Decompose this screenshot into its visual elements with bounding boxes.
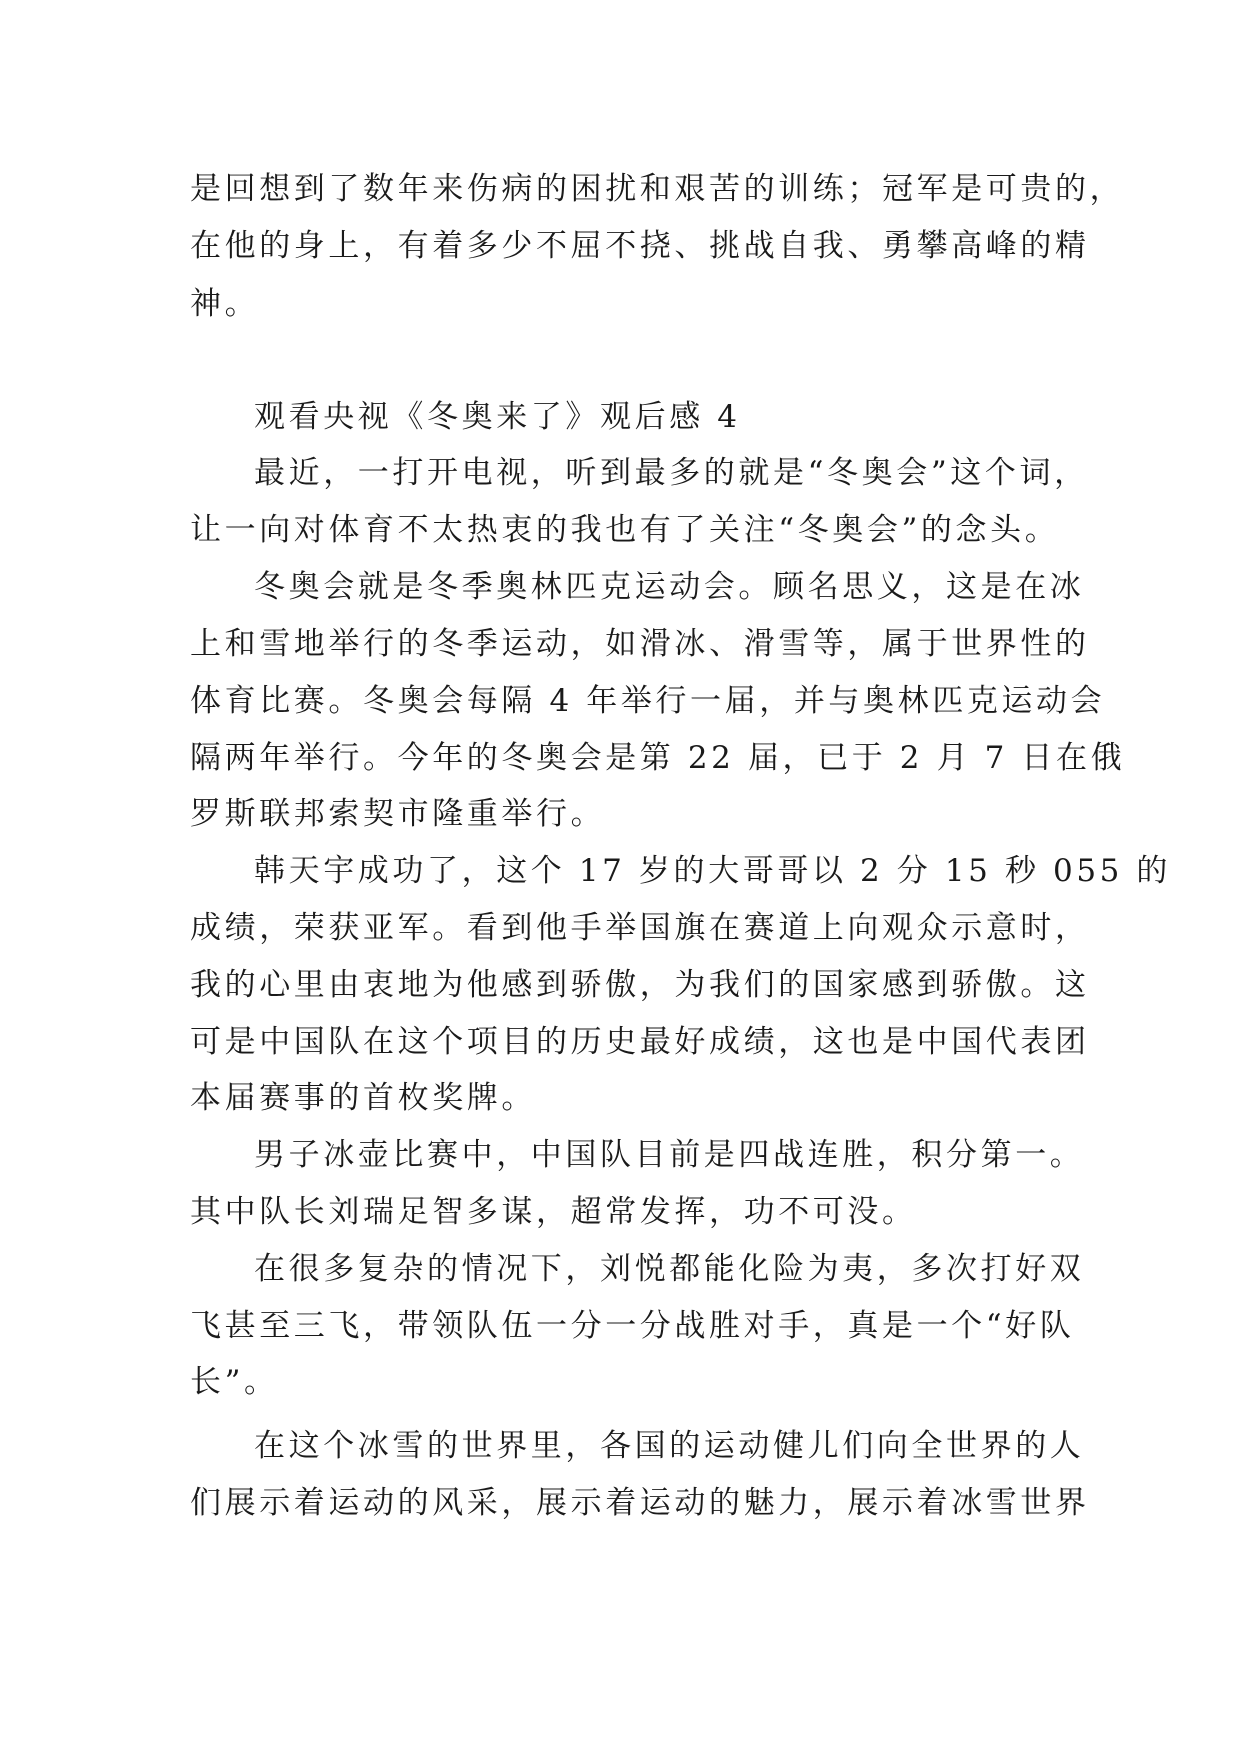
text-line: 神。 xyxy=(190,286,260,322)
text-line: 在他的身上，有着多少不屈不挠、挑战自我、勇攀高峰的精 xyxy=(190,228,1090,264)
text-line: 们展示着运动的风采，展示着运动的魅力，展示着冰雪世界 xyxy=(190,1485,1090,1521)
text-line: 在很多复杂的情况下，刘悦都能化险为夷，多次打好双 xyxy=(254,1251,1085,1287)
text-line: 本届赛事的首枚奖牌。 xyxy=(190,1080,536,1116)
text-line: 在这个冰雪的世界里，各国的运动健儿们向全世界的人 xyxy=(254,1428,1085,1464)
text-line: 是回想到了数年来伤病的困扰和艰苦的训练；冠军是可贵的， xyxy=(190,171,1125,207)
text-line: 上和雪地举行的冬季运动，如滑冰、滑雪等，属于世界性的 xyxy=(190,626,1090,662)
text-line: 体育比赛。冬奥会每隔 4 年举行一届，并与奥林匹克运动会 xyxy=(190,683,1106,719)
text-line: 罗斯联邦索契市隆重举行。 xyxy=(190,796,606,832)
text-line: 其中队长刘瑞足智多谋，超常发挥，功不可没。 xyxy=(190,1194,917,1230)
text-line: 可是中国队在这个项目的历史最好成绩，这也是中国代表团 xyxy=(190,1024,1090,1060)
text-line: 最近，一打开电视，听到最多的就是“冬奥会”这个词， xyxy=(254,455,1089,491)
text-line: 成绩，荣获亚军。看到他手举国旗在赛道上向观众示意时， xyxy=(190,910,1090,946)
section-heading: 观看央视《冬奥来了》观后感 4 xyxy=(254,399,741,435)
text-line: 男子冰壶比赛中，中国队目前是四战连胜，积分第一。 xyxy=(254,1137,1085,1173)
text-line: 我的心里由衷地为他感到骄傲，为我们的国家感到骄傲。这 xyxy=(190,967,1090,1003)
text-line: 冬奥会就是冬季奥林匹克运动会。顾名思义，这是在冰 xyxy=(254,569,1085,605)
text-line: 隔两年举行。今年的冬奥会是第 22 届，已于 2 月 7 日在俄 xyxy=(190,740,1126,776)
text-line: 飞甚至三飞，带领队伍一分一分战胜对手，真是一个“好队 xyxy=(190,1308,1075,1344)
text-line: 长”。 xyxy=(190,1364,279,1400)
text-line: 韩天宇成功了，这个 17 岁的大哥哥以 2 分 15 秒 055 的 xyxy=(254,853,1172,889)
text-line: 让一向对体育不太热衷的我也有了关注“冬奥会”的念头。 xyxy=(190,512,1060,548)
